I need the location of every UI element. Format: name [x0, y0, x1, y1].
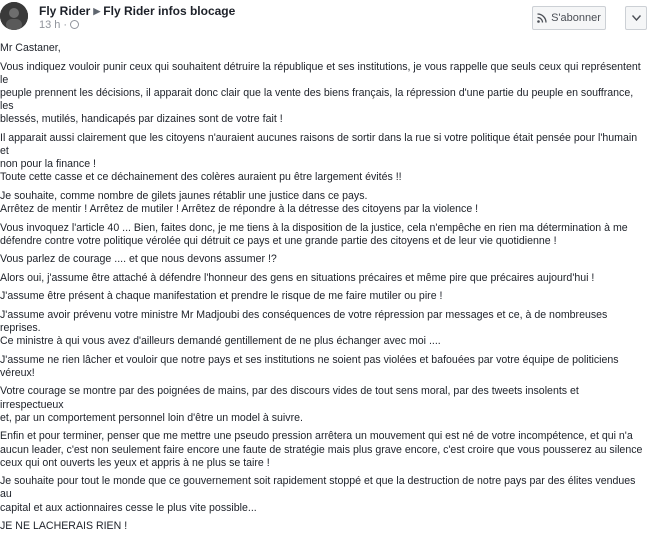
chevron-down-icon	[632, 15, 641, 21]
follow-label: S'abonner	[551, 12, 601, 24]
post-menu-button[interactable]	[625, 6, 647, 30]
post-header	[0, 0, 650, 36]
avatar[interactable]	[0, 2, 28, 30]
meta-separator: ·	[63, 19, 68, 31]
paragraph: Enfin et pour terminer, penser que me mettre une pseudo pression arrêtera un mouvement qui est né de votre incompétence, et qui n'a aucun leader, c'est non seulement faire encore une faute de stratégie mais plus grave encore, c'est croire que vous pousserez au silence ceux qui ont ouverts les yeux et appris à ne plus se taire !	[0, 430, 643, 469]
triangle-right-icon: ▶	[93, 6, 101, 16]
paragraph: Votre courage se montre par des poignées de mains, par des discours vides de tout sens moral, par des tweets insolents et irrespectueux et, par un comportement personnel loin d'être un model à suivre.	[0, 385, 579, 424]
author-link[interactable]: Fly Rider	[39, 4, 91, 18]
paragraph: Je souhaite, comme nombre de gilets jaunes rétablir une justice dans ce pays. Arrêtez de mentir ! Arrêtez de mutiler ! Arrêtez de répondre à la détresse des citoyens par la violence !	[0, 189, 479, 216]
paragraph: Vous indiquez vouloir punir ceux qui souhaitent détruire la république et ses institutions, je vous rappelle que seuls ceux qui représentent le peuple prennent les décisions, il apparait donc clair que la vente des biens français, la répression d'une partie du peuple en souffrance, les blessés, mutilés, handicapés par dizaines sont de votre fait !	[0, 60, 641, 126]
paragraph: Vous parlez de courage .... et que nous devons assumer !?	[0, 253, 277, 266]
paragraph: Il apparait aussi clairement que les citoyens n'auraient aucunes raisons de sortir dans la rue si votre politique était pensée pour l'humain et non pour la finance ! Toute cette casse et ce déchainement des colères auraient pu être largement évités !!	[0, 131, 638, 184]
paragraph: Vous invoquez l'article 40 ... Bien, faites donc, je me tiens à la disposition de la justice, cela n'empêche en rien ma détermination à me défendre contre votre politique vérolée qui détruit ce pays et une grande partie des citoyens et de leur vie quotidienne !	[0, 221, 628, 247]
paragraph: Alors oui, j'assume être attaché à défendre l'honneur des gens en situations précaires et même pire que précaires aujourd'hui !	[0, 271, 595, 284]
paragraph: J'assume être présent à chaque manifestation et prendre le risque de me faire mutiler ou pire !	[0, 290, 443, 303]
paragraph: Je souhaite pour tout le monde que ce gouvernement soit rapidement stoppé et que la destruction de notre pays par des élites vendues au capital et aux actionnaires cesse le plus vite possible...	[0, 475, 636, 514]
paragraph: Mr Castaner,	[0, 42, 61, 54]
post-title	[39, 4, 235, 18]
timestamp[interactable]: 13 h	[39, 19, 61, 31]
group-link[interactable]: Fly Rider infos blocage	[103, 4, 236, 18]
globe-icon	[70, 20, 79, 29]
paragraph: J'assume avoir prévenu votre ministre Mr Madjoubi des conséquences de votre répression par messages et ce, à de nombreuses reprises. Ce ministre à qui vous avez d'ailleurs demandé gentillement de ne plus échanger avec moi ....	[0, 308, 608, 348]
paragraph: J'assume ne rien lâcher et vouloir que notre pays et ses institutions ne soient pas violées et bafouées par votre équipe de politiciens véreux!	[0, 353, 619, 379]
rss-icon	[537, 13, 547, 23]
post-meta	[39, 19, 79, 31]
avatar-image	[0, 2, 28, 30]
post-body	[0, 42, 645, 539]
paragraph: JE NE LACHERAIS RIEN !	[0, 520, 128, 533]
follow-button[interactable]	[532, 6, 606, 30]
